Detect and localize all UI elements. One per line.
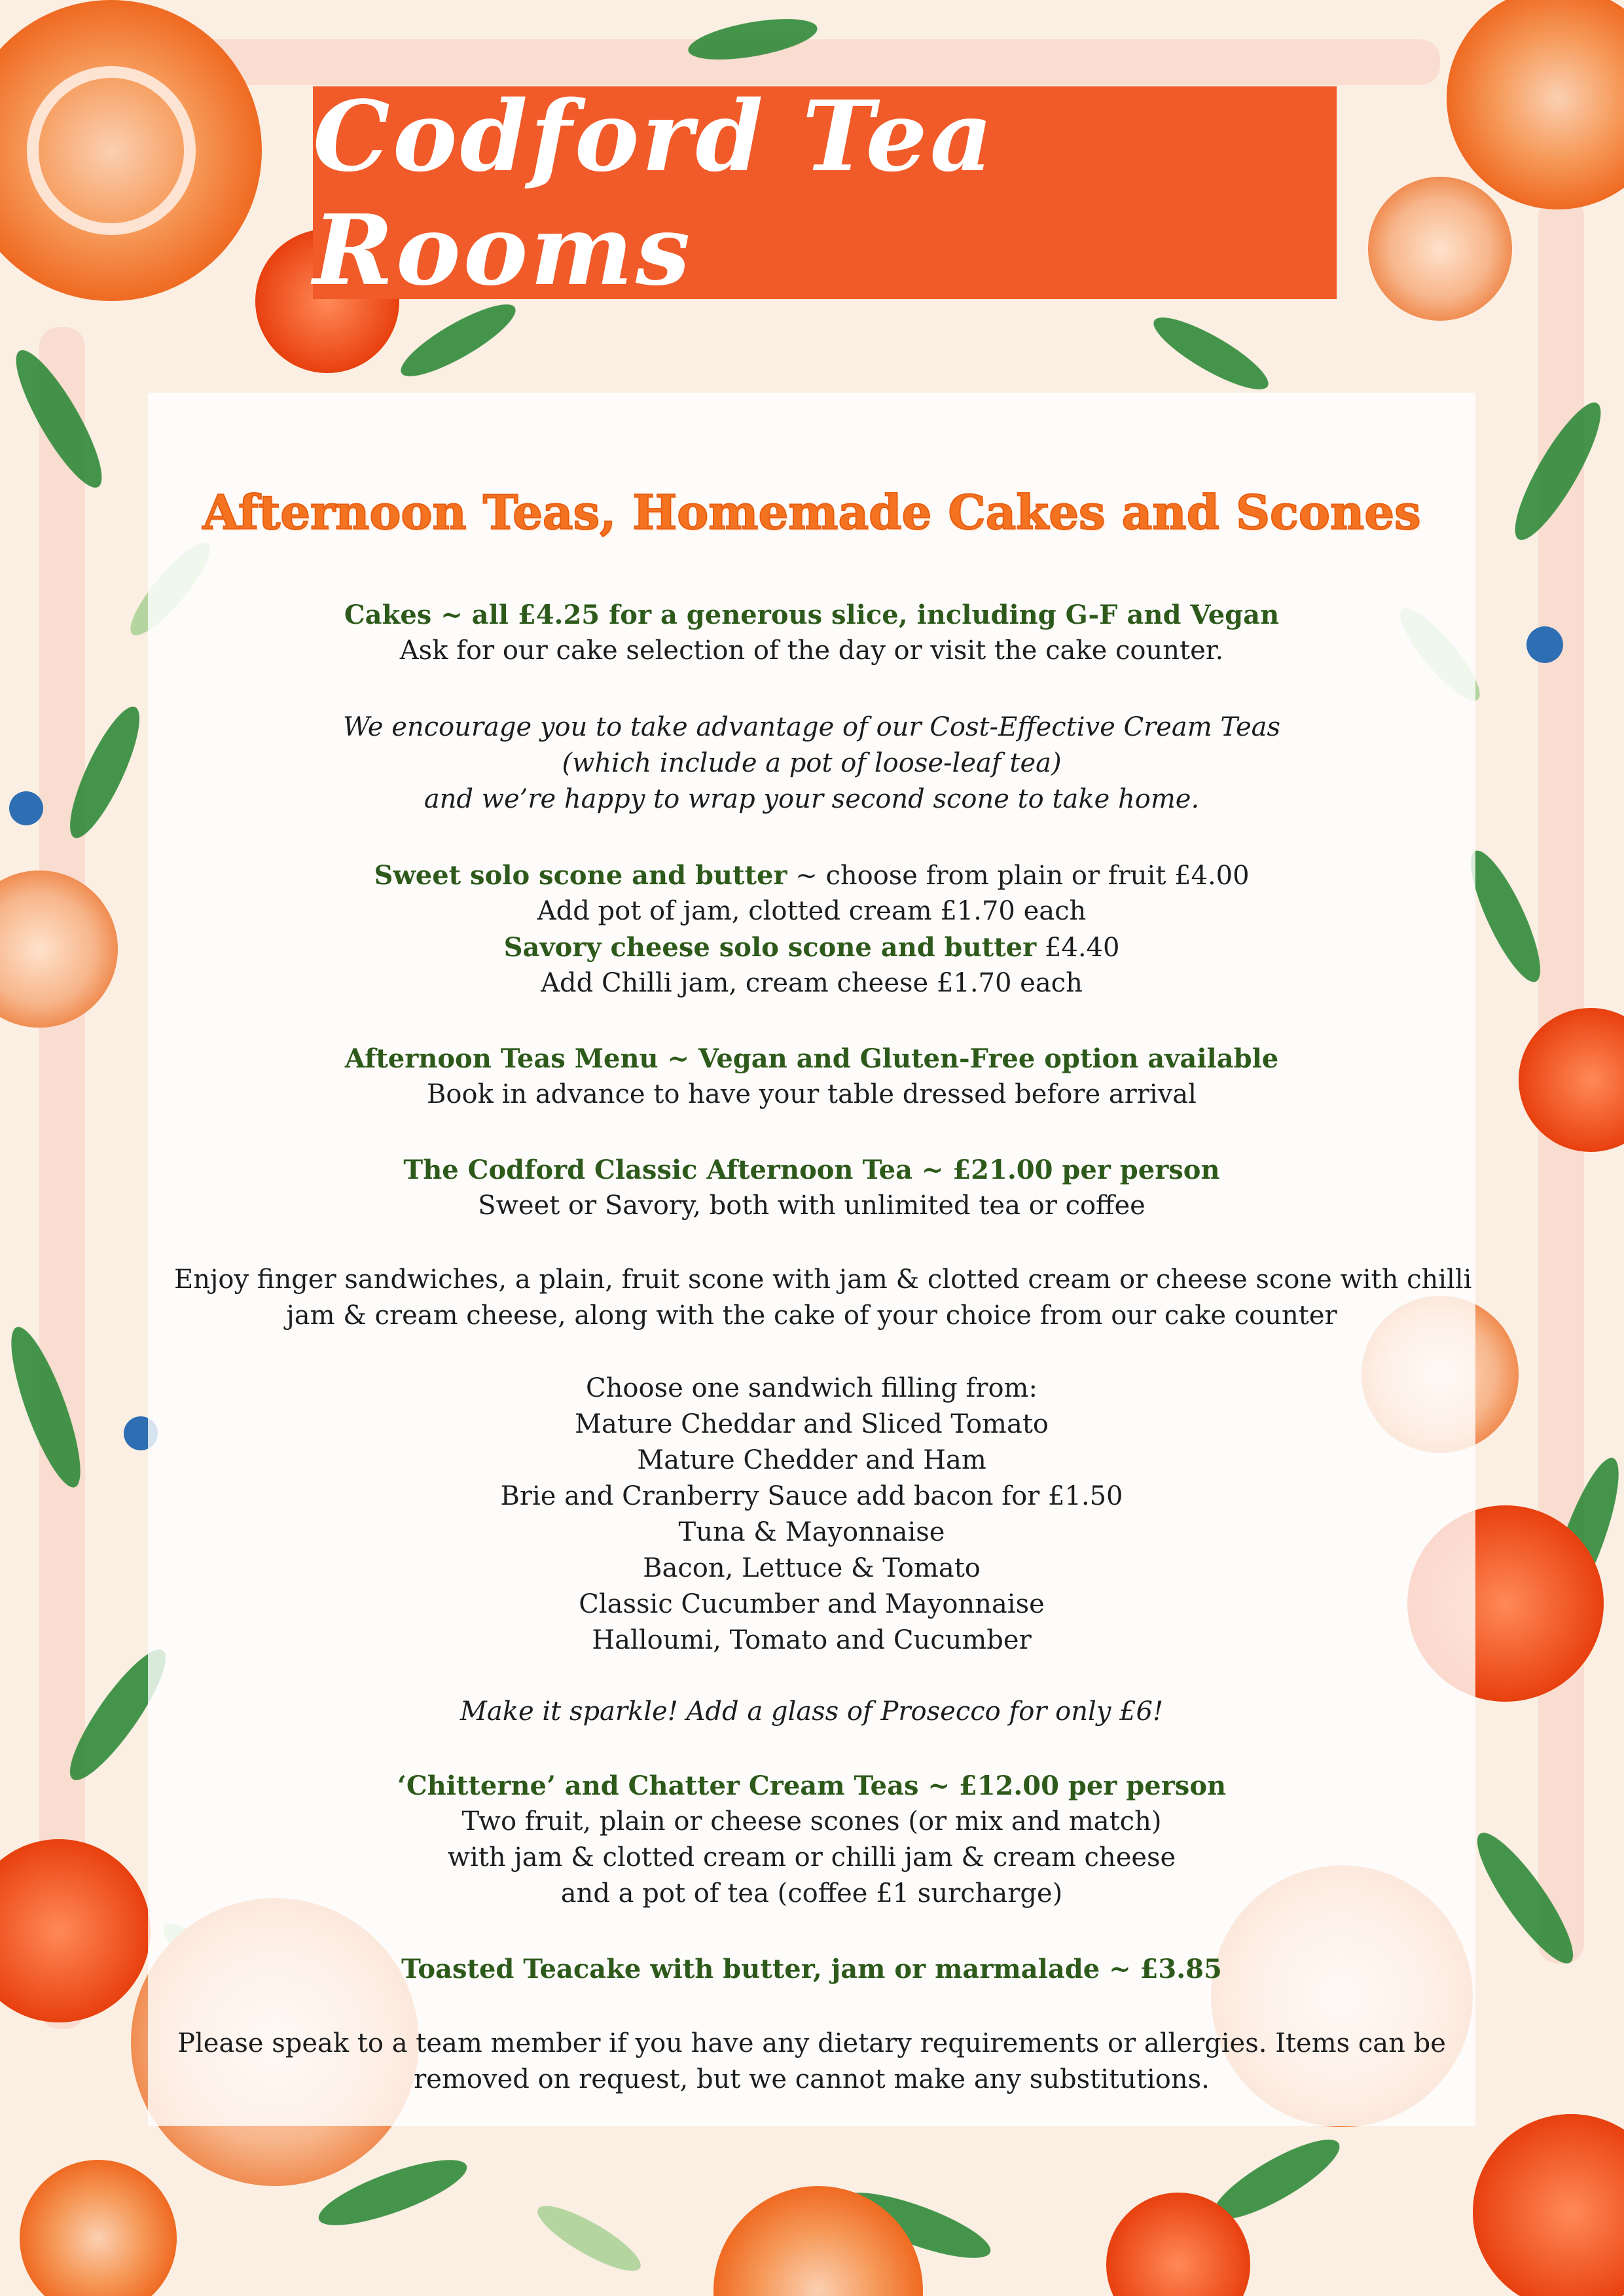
- savory-scone-name: Savory cheese solo scone and butter: [503, 932, 1037, 963]
- title-banner: [313, 79, 1337, 307]
- allergy-note-2: removed on request, but we cannot make any substitutions.: [414, 2064, 1210, 2094]
- afternoon-menu-title: Afternoon Teas Menu ~ Vegan and Gluten-Free option available: [344, 1043, 1279, 1074]
- menu-content: [148, 393, 1475, 2126]
- classic-description-1: Enjoy finger sandwiches, a plain, fruit scone with jam & clotted cream or cheese scone with chilli: [174, 1265, 1472, 1295]
- classic-tea-title: The Codford Classic Afternoon Tea ~ £21.00 per person: [403, 1155, 1220, 1185]
- filling-item: Brie and Cranberry Sauce add bacon for £1.50: [500, 1481, 1123, 1511]
- filling-item: Classic Cucumber and Mayonnaise: [579, 1589, 1045, 1619]
- sweet-scone-name: Sweet solo scone and butter: [374, 860, 787, 891]
- cakes-title: Cakes ~ all £4.25 for a generous slice, including G-F and Vegan: [344, 600, 1280, 630]
- menu-heading: Afternoon Teas, Homemade Cakes and Scones: [202, 484, 1421, 540]
- filling-item: Bacon, Lettuce & Tomato: [643, 1553, 981, 1583]
- prosecco-offer: Make it sparkle! Add a glass of Prosecco for only £6!: [460, 1696, 1164, 1727]
- filling-item: Tuna & Mayonnaise: [678, 1517, 945, 1547]
- classic-description-2: jam & cream cheese, along with the cake of your choice from our cake counter: [286, 1300, 1337, 1331]
- sweet-scone-addon: Add pot of jam, clotted cream £1.70 each: [537, 896, 1087, 926]
- cream-tea-note-3: and we’re happy to wrap your second scone to take home.: [424, 784, 1200, 814]
- savory-scone-addon: Add Chilli jam, cream cheese £1.70 each: [541, 968, 1083, 998]
- savory-scone-detail: £4.40: [1036, 933, 1120, 963]
- teacake-title: Toasted Teacake with butter, jam or marmalade ~ £3.85: [401, 1954, 1222, 1984]
- chitterne-line-2: with jam & clotted cream or chilli jam & cream cheese: [447, 1842, 1176, 1873]
- allergy-note-1: Please speak to a team member if you have any dietary requirements or allergies. Items can be: [177, 2028, 1446, 2058]
- cakes-note: Ask for our cake selection of the day or visit the cake counter.: [399, 636, 1224, 666]
- chitterne-title: ‘Chitterne’ and Chatter Cream Teas ~ £12.00 per person: [397, 1770, 1227, 1801]
- sweet-scone-line: [174, 857, 1449, 894]
- fillings-title: Choose one sandwich filling from:: [586, 1373, 1038, 1403]
- sweet-scone-detail: ~ choose from plain or fruit £4.00: [787, 861, 1250, 891]
- cream-tea-note-2: (which include a pot of loose-leaf tea): [562, 748, 1062, 778]
- chitterne-line-1: Two fruit, plain or cheese scones (or mix and match): [461, 1806, 1162, 1837]
- afternoon-menu-note: Book in advance to have your table dressed before arrival: [427, 1079, 1197, 1109]
- filling-item: Halloumi, Tomato and Cucumber: [592, 1625, 1032, 1655]
- page-title: Codford Tea Rooms: [313, 79, 996, 307]
- savory-scone-line: [174, 929, 1449, 966]
- cream-tea-note-1: We encourage you to take advantage of our Cost-Effective Cream Teas: [342, 712, 1281, 742]
- classic-tea-subtitle: Sweet or Savory, both with unlimited tea or coffee: [478, 1191, 1146, 1221]
- filling-item: Mature Cheddar and Sliced Tomato: [575, 1409, 1049, 1439]
- filling-item: Mature Chedder and Ham: [637, 1445, 986, 1475]
- chitterne-line-3: and a pot of tea (coffee £1 surcharge): [560, 1878, 1063, 1909]
